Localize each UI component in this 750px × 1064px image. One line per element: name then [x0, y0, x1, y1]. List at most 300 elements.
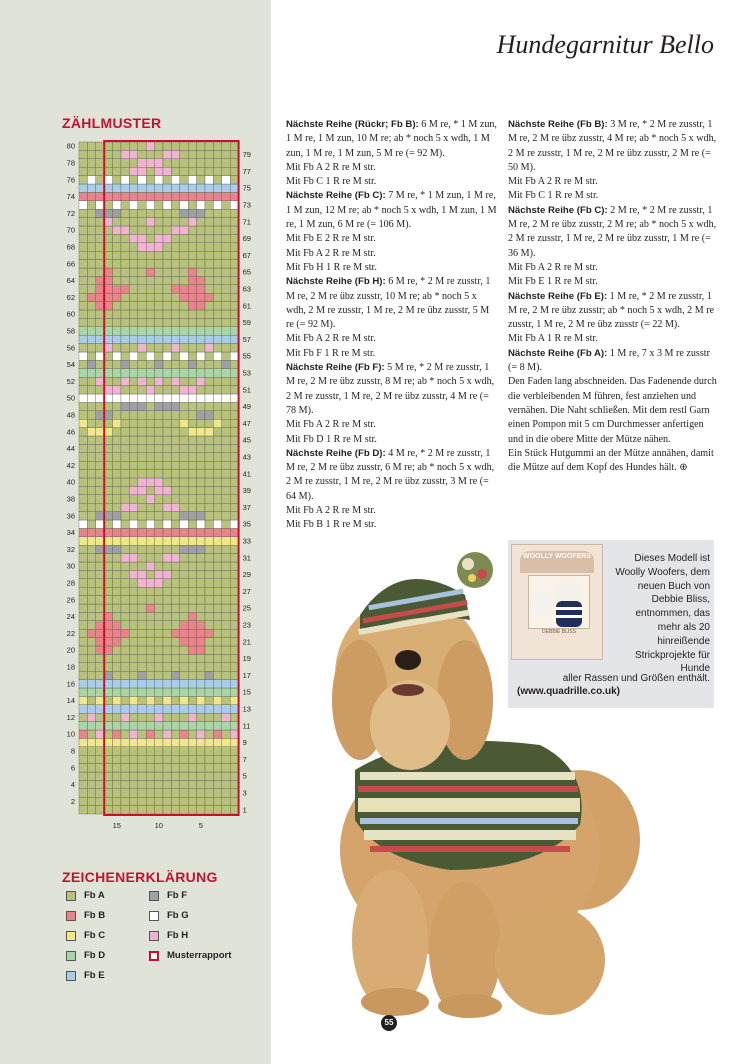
- chart-cell: [79, 570, 87, 578]
- chart-cell: [163, 184, 171, 192]
- chart-cell: [129, 537, 137, 545]
- chart-cell: [104, 621, 112, 629]
- legend-item-c: [66, 930, 105, 941]
- legend-swatch: [149, 931, 159, 941]
- chart-cell: [213, 419, 221, 427]
- chart-cell: [129, 554, 137, 562]
- chart-cell: [230, 713, 238, 721]
- chart-cell: [171, 537, 179, 545]
- chart-cell: [129, 352, 137, 360]
- chart-cell: [205, 411, 213, 419]
- chart-cell: [171, 293, 179, 301]
- chart-cell: [205, 596, 213, 604]
- chart-section-title: ZÄHLMUSTER: [62, 115, 162, 131]
- chart-cell: [213, 621, 221, 629]
- chart-cell: [230, 797, 238, 805]
- chart-cell: [104, 251, 112, 259]
- chart-cell: [104, 587, 112, 595]
- chart-cell: [171, 369, 179, 377]
- chart-cell: [146, 150, 154, 158]
- chart-cell: [113, 562, 121, 570]
- row-label-right: 55: [242, 351, 251, 361]
- chart-cell: [138, 234, 146, 242]
- chart-cell: [104, 486, 112, 494]
- chart-cell: [155, 293, 163, 301]
- chart-cell: [163, 218, 171, 226]
- chart-cell: [104, 176, 112, 184]
- chart-cell: [87, 209, 95, 217]
- instruction-paragraph: [508, 175, 718, 189]
- chart-cell: [180, 352, 188, 360]
- chart-cell: [230, 192, 238, 200]
- chart-cell: [197, 722, 205, 730]
- chart-cell: [163, 570, 171, 578]
- chart-cell: [121, 344, 129, 352]
- chart-cell: [205, 142, 213, 150]
- row-label-left: 16: [66, 679, 75, 689]
- row-label-right: 47: [242, 418, 251, 428]
- chart-cell: [180, 638, 188, 646]
- chart-cell: [79, 680, 87, 688]
- chart-cell: [205, 394, 213, 402]
- chart-cell: [113, 352, 121, 360]
- chart-cell: [146, 428, 154, 436]
- chart-cell: [96, 369, 104, 377]
- chart-cell: [222, 444, 230, 452]
- chart-cell: [113, 797, 121, 805]
- chart-cell: [113, 654, 121, 662]
- chart-cell: [188, 587, 196, 595]
- chart-cell: [138, 419, 146, 427]
- chart-cell: [163, 486, 171, 494]
- chart-cell: [222, 243, 230, 251]
- chart-cell: [87, 512, 95, 520]
- chart-cell: [79, 142, 87, 150]
- chart-cell: [197, 268, 205, 276]
- chart-cell: [138, 327, 146, 335]
- chart-cell: [171, 629, 179, 637]
- chart-cell: [188, 377, 196, 385]
- chart-cell: [113, 680, 121, 688]
- chart-cell: [129, 638, 137, 646]
- chart-cell: [155, 428, 163, 436]
- chart-cell: [188, 764, 196, 772]
- chart-cell: [121, 411, 129, 419]
- book-cover-title: WOOLLY WOOFERS: [522, 553, 592, 560]
- chart-cell: [155, 302, 163, 310]
- chart-cell: [213, 150, 221, 158]
- chart-cell: [87, 428, 95, 436]
- chart-cell: [188, 335, 196, 343]
- chart-cell: [188, 755, 196, 763]
- chart-cell: [230, 528, 238, 536]
- chart-cell: [79, 184, 87, 192]
- chart-cell: [121, 218, 129, 226]
- chart-cell: [213, 654, 221, 662]
- chart-cell: [197, 806, 205, 814]
- chart-cell: [197, 747, 205, 755]
- chart-cell: [222, 394, 230, 402]
- chart-cell: [146, 285, 154, 293]
- chart-cell: [155, 520, 163, 528]
- chart-cell: [180, 226, 188, 234]
- chart-cell: [96, 167, 104, 175]
- chart-cell: [230, 663, 238, 671]
- column-label: 5: [198, 821, 203, 830]
- instruction-text: 4 M re, * 2 M re zusstr, 1 M re, 2 M re übz zusstr, 6 M re; ab * noch 5 x wdh, 2 M re zusstr, 1 M re, 2 M re übz zusstr, 3 M re (= 64 M).: [286, 447, 495, 502]
- chart-cell: [188, 142, 196, 150]
- chart-cell: [171, 621, 179, 629]
- chart-cell: [129, 587, 137, 595]
- chart-cell: [205, 654, 213, 662]
- chart-cell: [180, 201, 188, 209]
- chart-cell: [146, 638, 154, 646]
- chart-cell: [146, 218, 154, 226]
- chart-cell: [129, 596, 137, 604]
- row-label-left: 4: [70, 780, 75, 790]
- chart-cell: [104, 629, 112, 637]
- chart-cell: [79, 562, 87, 570]
- chart-cell: [180, 629, 188, 637]
- row-label-left: 54: [66, 360, 75, 370]
- chart-cell: [113, 696, 121, 704]
- chart-cell: [87, 293, 95, 301]
- chart-cell: [171, 503, 179, 511]
- chart-cell: [129, 150, 137, 158]
- instruction-heading: Nächste Reihe (Fb H):: [286, 276, 386, 288]
- chart-cell: [155, 528, 163, 536]
- chart-cell: [222, 688, 230, 696]
- chart-cell: [121, 478, 129, 486]
- chart-cell: [180, 680, 188, 688]
- row-label-right: 59: [242, 318, 251, 328]
- chart-cell: [197, 167, 205, 175]
- chart-cell: [96, 797, 104, 805]
- chart-cell: [188, 570, 196, 578]
- chart-cell: [113, 218, 121, 226]
- column-label: 10: [154, 821, 163, 830]
- chart-cell: [113, 722, 121, 730]
- chart-cell: [230, 428, 238, 436]
- instruction-paragraph: [286, 504, 498, 518]
- chart-cell: [197, 764, 205, 772]
- chart-cell: [205, 528, 213, 536]
- chart-cell: [171, 772, 179, 780]
- chart-cell: [188, 562, 196, 570]
- chart-cell: [197, 629, 205, 637]
- instruction-heading: Nächste Reihe (Fb D):: [286, 447, 386, 459]
- chart-cell: [188, 167, 196, 175]
- chart-cell: [87, 722, 95, 730]
- chart-cell: [146, 268, 154, 276]
- row-label-left: 26: [66, 595, 75, 605]
- chart-cell: [96, 562, 104, 570]
- chart-cell: [129, 327, 137, 335]
- chart-cell: [222, 764, 230, 772]
- chart-cell: [113, 764, 121, 772]
- chart-cell: [163, 478, 171, 486]
- chart-cell: [171, 344, 179, 352]
- chart-cell: [146, 260, 154, 268]
- chart-cell: [104, 192, 112, 200]
- chart-cell: [222, 176, 230, 184]
- legend-item-r: [149, 950, 231, 961]
- chart-cell: [222, 562, 230, 570]
- chart-cell: [113, 335, 121, 343]
- chart-cell: [104, 327, 112, 335]
- chart-cell: [104, 453, 112, 461]
- chart-cell: [138, 738, 146, 746]
- chart-cell: [222, 755, 230, 763]
- chart-cell: [188, 310, 196, 318]
- chart-cell: [205, 209, 213, 217]
- chart-cell: [146, 730, 154, 738]
- chart-cell: [87, 696, 95, 704]
- row-label-right: 31: [242, 553, 251, 563]
- chart-cell: [121, 570, 129, 578]
- chart-cell: [121, 251, 129, 259]
- chart-cell: [96, 243, 104, 251]
- chart-cell: [155, 176, 163, 184]
- chart-cell: [230, 310, 238, 318]
- chart-cell: [155, 621, 163, 629]
- chart-cell: [146, 411, 154, 419]
- chart-cell: [171, 444, 179, 452]
- chart-cell: [87, 596, 95, 604]
- chart-cell: [171, 654, 179, 662]
- chart-cell: [113, 327, 121, 335]
- instruction-text: Mit Fb D 1 R re M str.: [286, 433, 377, 445]
- chart-cell: [171, 310, 179, 318]
- chart-cell: [180, 159, 188, 167]
- chart-cell: [121, 596, 129, 604]
- chart-cell: [222, 310, 230, 318]
- legend-label: Fb B: [84, 910, 106, 921]
- chart-cell: [213, 285, 221, 293]
- chart-cell: [155, 537, 163, 545]
- chart-cell: [213, 512, 221, 520]
- chart-cell: [171, 646, 179, 654]
- chart-cell: [104, 604, 112, 612]
- chart-cell: [180, 705, 188, 713]
- chart-cell: [188, 654, 196, 662]
- chart-cell: [163, 209, 171, 217]
- chart-cell: [163, 537, 171, 545]
- chart-cell: [129, 663, 137, 671]
- chart-cell: [121, 377, 129, 385]
- chart-cell: [230, 209, 238, 217]
- row-label-right: 73: [242, 200, 251, 210]
- chart-cell: [197, 579, 205, 587]
- chart-cell: [163, 495, 171, 503]
- row-label-right: 51: [242, 385, 251, 395]
- chart-cell: [129, 369, 137, 377]
- chart-cell: [171, 402, 179, 410]
- chart-cell: [197, 159, 205, 167]
- chart-cell: [113, 688, 121, 696]
- chart-cell: [121, 705, 129, 713]
- instruction-paragraph: [286, 332, 498, 346]
- chart-cell: [197, 285, 205, 293]
- chart-cell: [79, 806, 87, 814]
- chart-cell: [138, 612, 146, 620]
- chart-cell: [180, 360, 188, 368]
- chart-cell: [180, 520, 188, 528]
- chart-cell: [188, 402, 196, 410]
- chart-cell: [230, 402, 238, 410]
- chart-cell: [171, 520, 179, 528]
- chart-cell: [171, 722, 179, 730]
- chart-cell: [79, 587, 87, 595]
- chart-cell: [163, 705, 171, 713]
- chart-cell: [213, 764, 221, 772]
- chart-cell: [104, 579, 112, 587]
- chart-cell: [230, 352, 238, 360]
- chart-cell: [163, 680, 171, 688]
- chart-cell: [230, 251, 238, 259]
- chart-cell: [197, 654, 205, 662]
- chart-cell: [79, 436, 87, 444]
- chart-cell: [213, 218, 221, 226]
- row-label-left: 58: [66, 326, 75, 336]
- chart-cell: [197, 335, 205, 343]
- chart-cell: [155, 478, 163, 486]
- chart-cell: [138, 755, 146, 763]
- row-label-right: 53: [242, 368, 251, 378]
- chart-cell: [79, 520, 87, 528]
- chart-cell: [96, 806, 104, 814]
- chart-cell: [138, 780, 146, 788]
- chart-cell: [205, 268, 213, 276]
- chart-cell: [197, 596, 205, 604]
- chart-cell: [96, 789, 104, 797]
- chart-cell: [163, 503, 171, 511]
- chart-cell: [222, 503, 230, 511]
- chart-cell: [138, 806, 146, 814]
- instruction-paragraph: [508, 447, 718, 476]
- chart-cell: [79, 705, 87, 713]
- chart-cell: [121, 302, 129, 310]
- chart-cell: [138, 192, 146, 200]
- chart-cell: [96, 419, 104, 427]
- chart-cell: [163, 789, 171, 797]
- chart-cell: [213, 646, 221, 654]
- chart-cell: [96, 428, 104, 436]
- chart-cell: [146, 562, 154, 570]
- chart-cell: [129, 226, 137, 234]
- chart-cell: [104, 554, 112, 562]
- row-label-right: 43: [242, 452, 251, 462]
- chart-cell: [104, 772, 112, 780]
- chart-cell: [205, 192, 213, 200]
- chart-cell: [87, 453, 95, 461]
- chart-cell: [230, 495, 238, 503]
- chart-cell: [188, 302, 196, 310]
- chart-cell: [96, 722, 104, 730]
- chart-cell: [146, 167, 154, 175]
- row-label-right: 1: [242, 805, 247, 815]
- chart-cell: [113, 260, 121, 268]
- chart-cell: [87, 663, 95, 671]
- chart-cell: [146, 713, 154, 721]
- chart-cell: [230, 688, 238, 696]
- chart-cell: [96, 150, 104, 158]
- chart-cell: [146, 747, 154, 755]
- instruction-paragraph: [286, 347, 498, 361]
- knitting-chart: [0, 0, 271, 860]
- chart-cell: [129, 276, 137, 284]
- chart-cell: [138, 554, 146, 562]
- chart-cell: [138, 352, 146, 360]
- chart-cell: [197, 789, 205, 797]
- chart-cell: [146, 570, 154, 578]
- chart-cell: [138, 646, 146, 654]
- chart-cell: [146, 705, 154, 713]
- chart-cell: [129, 696, 137, 704]
- chart-cell: [222, 537, 230, 545]
- chart-cell: [230, 696, 238, 704]
- chart-cell: [104, 738, 112, 746]
- chart-cell: [129, 293, 137, 301]
- legend-label: Fb D: [84, 950, 106, 961]
- chart-cell: [171, 470, 179, 478]
- chart-cell: [188, 730, 196, 738]
- chart-cell: [96, 360, 104, 368]
- chart-cell: [180, 478, 188, 486]
- chart-cell: [163, 646, 171, 654]
- chart-cell: [230, 226, 238, 234]
- chart-cell: [79, 512, 87, 520]
- chart-cell: [222, 638, 230, 646]
- chart-cell: [146, 201, 154, 209]
- chart-cell: [163, 797, 171, 805]
- chart-cell: [79, 218, 87, 226]
- instruction-text: Mit Fb A 2 R re M str.: [286, 333, 376, 345]
- chart-cell: [113, 587, 121, 595]
- chart-cell: [129, 394, 137, 402]
- chart-cell: [205, 260, 213, 268]
- chart-cell: [129, 260, 137, 268]
- chart-cell: [230, 612, 238, 620]
- chart-cell: [155, 688, 163, 696]
- chart-cell: [96, 705, 104, 713]
- chart-cell: [197, 293, 205, 301]
- chart-cell: [87, 184, 95, 192]
- chart-cell: [163, 461, 171, 469]
- chart-cell: [230, 386, 238, 394]
- chart-cell: [163, 293, 171, 301]
- chart-cell: [180, 755, 188, 763]
- chart-cell: [146, 394, 154, 402]
- chart-cell: [222, 436, 230, 444]
- chart-cell: [230, 411, 238, 419]
- chart-cell: [230, 722, 238, 730]
- chart-cell: [121, 537, 129, 545]
- chart-cell: [129, 402, 137, 410]
- chart-cell: [104, 713, 112, 721]
- chart-cell: [180, 344, 188, 352]
- row-label-left: 24: [66, 612, 75, 622]
- chart-cell: [155, 142, 163, 150]
- chart-cell: [155, 579, 163, 587]
- chart-cell: [155, 327, 163, 335]
- chart-cell: [213, 587, 221, 595]
- chart-cell: [96, 402, 104, 410]
- chart-cell: [121, 268, 129, 276]
- chart-cell: [96, 671, 104, 679]
- chart-cell: [113, 318, 121, 326]
- chart-cell: [146, 738, 154, 746]
